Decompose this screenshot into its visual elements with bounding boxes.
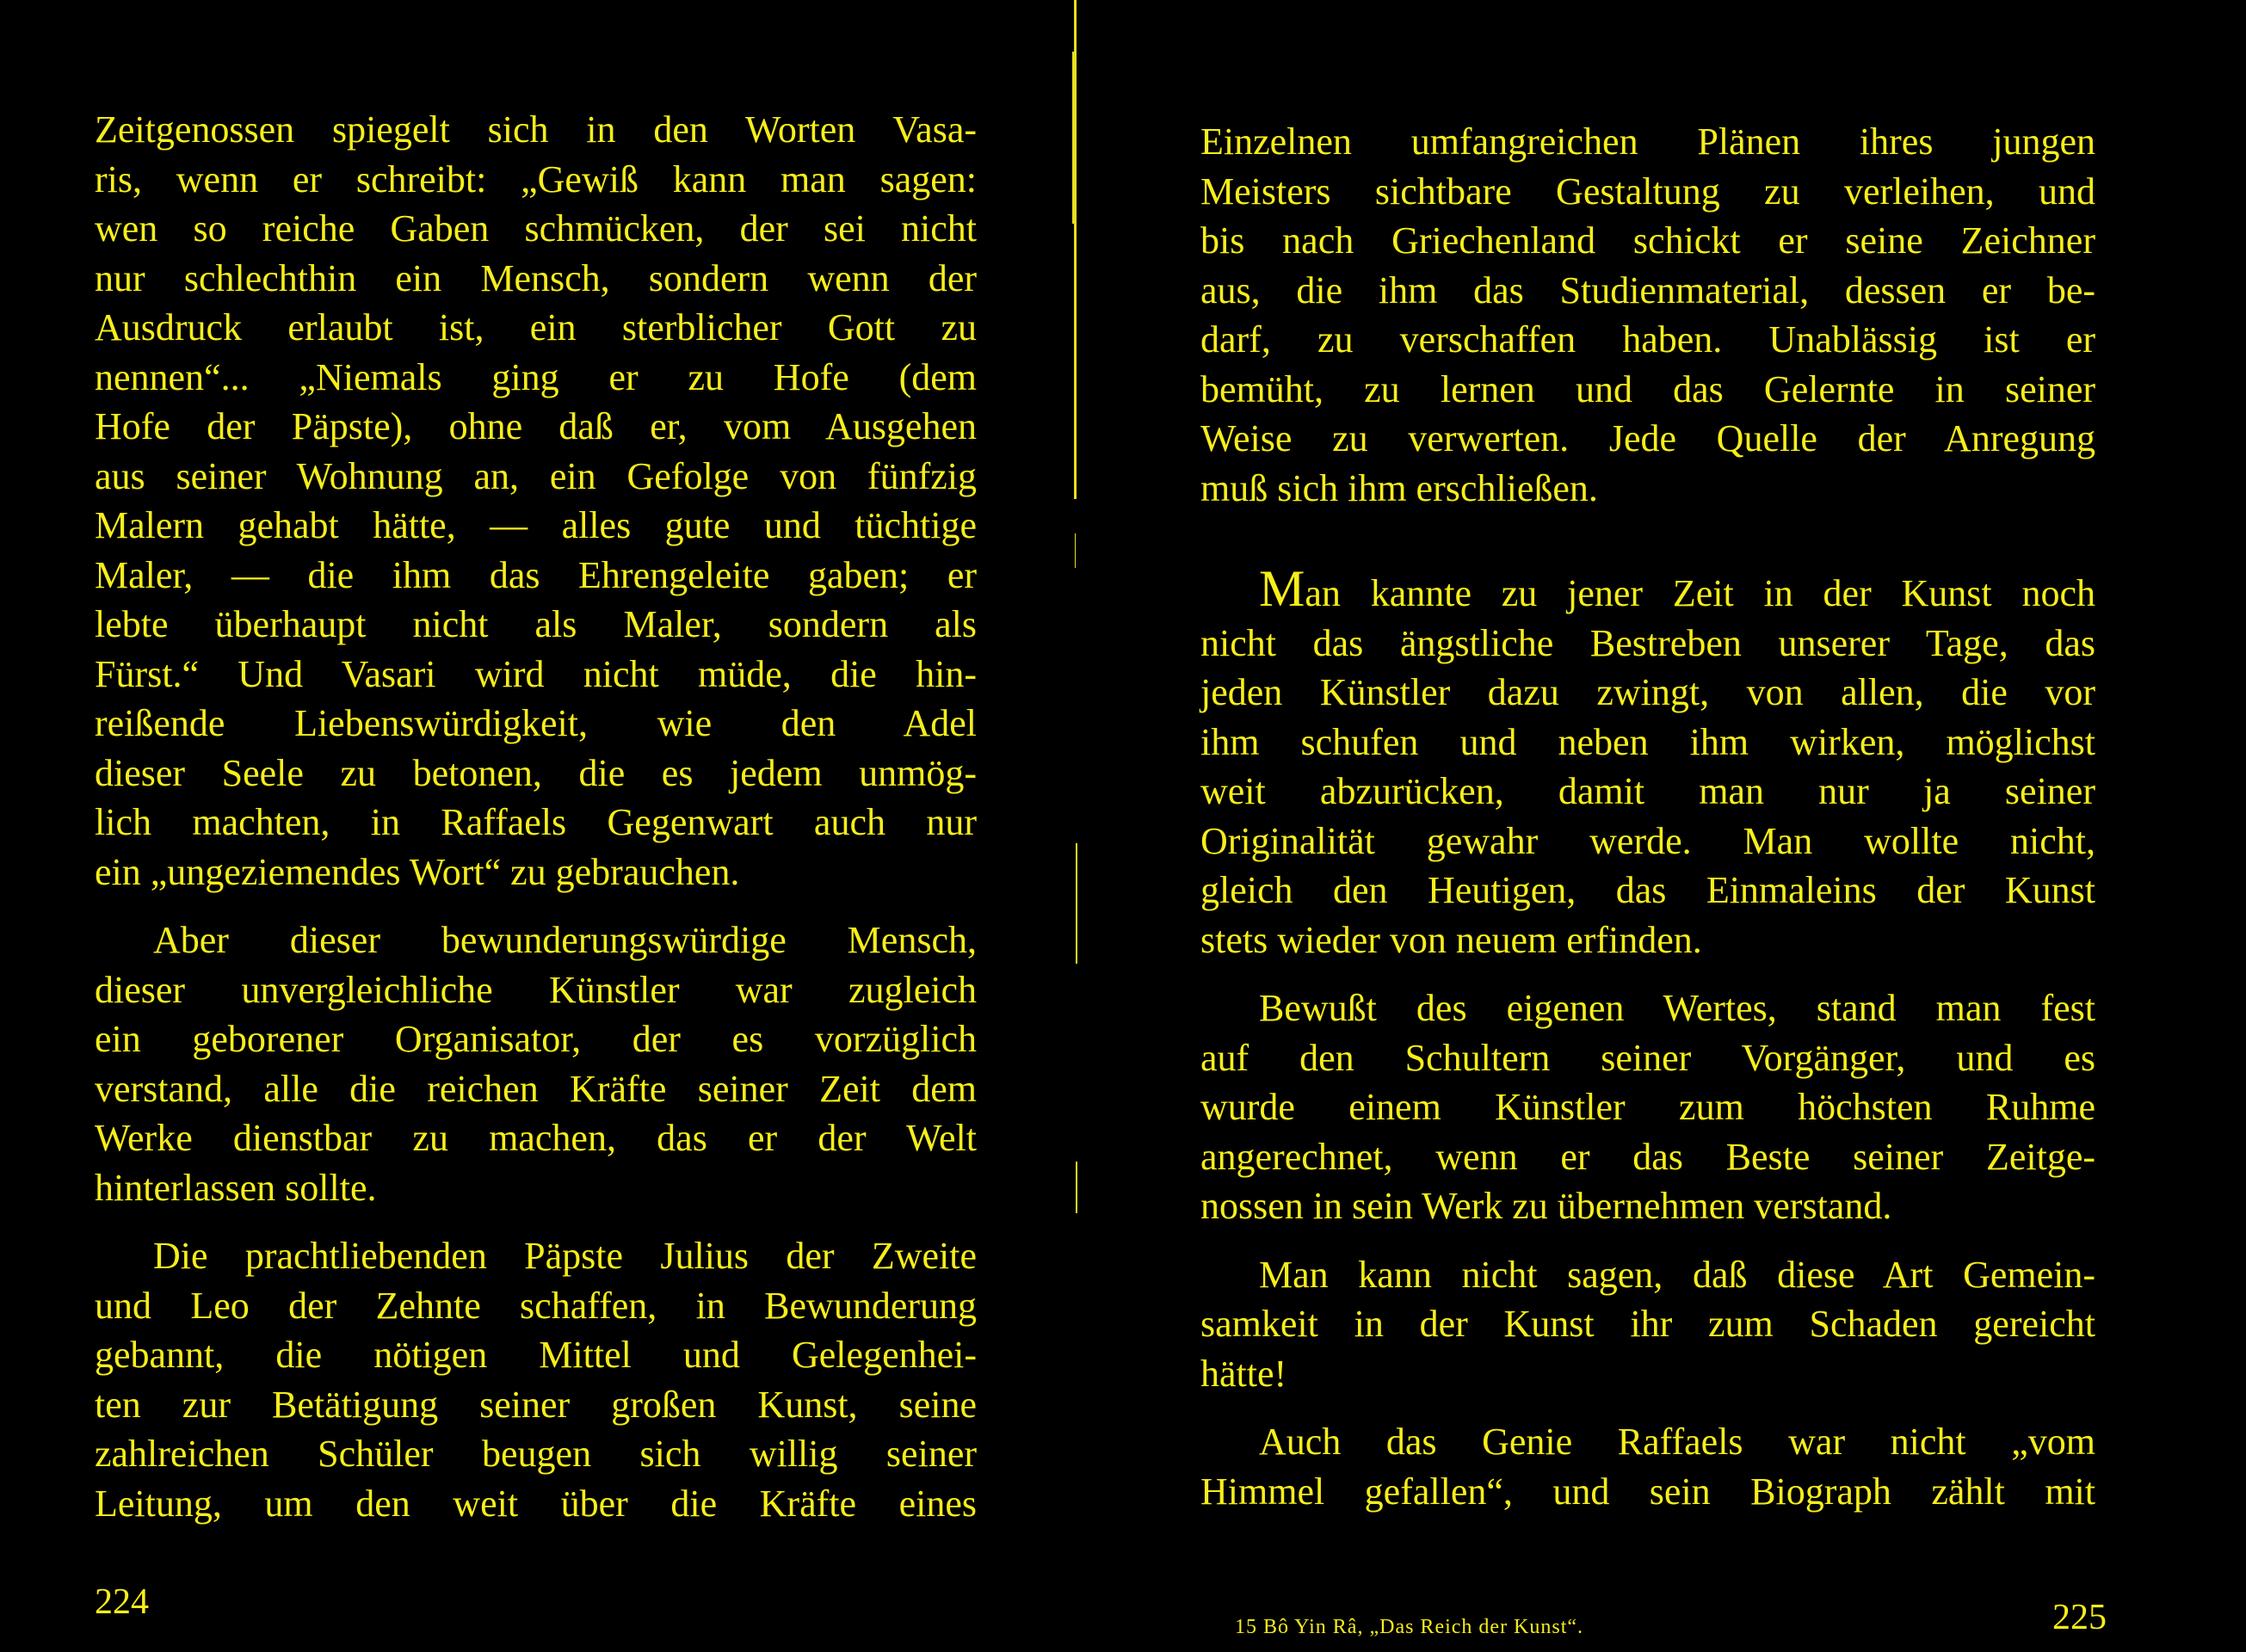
text-line: Auch das Genie Raffaels war nicht „vom — [1259, 1421, 2095, 1463]
text-line: Leitung, um den weit über die Kräfte eines — [95, 1482, 977, 1525]
text-line: ris, wenn er schreibt: „Gewiß kann man sagen: — [95, 157, 977, 200]
text-line: dieser unvergleichliche Künstler war zugleich — [95, 968, 977, 1011]
text-line: nennen“... „Niemals ging er zu Hofe (dem — [95, 355, 977, 398]
right-page-text — [1200, 117, 2095, 1516]
text-line: ihm schufen und neben ihm wirken, möglichst — [1200, 720, 2095, 763]
text-line: ten zur Betätigung seiner großen Kunst, seine — [95, 1383, 977, 1426]
text-line: Bewußt des eigenen Wertes, stand man fest — [1259, 987, 2095, 1029]
text-line: Man kann nicht sagen, daß diese Art Gemein- — [1259, 1253, 2095, 1296]
text-line: angerechnet, wenn er das Beste seiner Zeitge- — [1200, 1135, 2095, 1178]
text-line: und Leo der Zehnte schaffen, in Bewunderung — [95, 1284, 977, 1327]
text-line: jeden Künstler dazu zwingt, von allen, die vor — [1200, 671, 2095, 713]
text-line: Maler, — die ihm das Ehrengeleite gaben; er — [95, 553, 977, 596]
text-line: nur schlechthin ein Mensch, sondern wenn der — [95, 256, 977, 299]
text-line: dieser Seele zu betonen, die es jedem unmög- — [95, 751, 977, 794]
text-line — [1200, 560, 2095, 619]
text-line: weit abzurücken, damit man nur ja seiner — [1200, 770, 2095, 812]
text-line: darf, zu verschaffen haben. Unablässig ist er — [1200, 318, 2095, 361]
paragraph-gap — [1200, 1231, 2095, 1250]
left-page — [0, 0, 1067, 1652]
text-line: gleich den Heutigen, das Einmaleins der Kunst — [1200, 869, 2095, 911]
text-line: Himmel gefallen“, und sein Biograph zählt mit — [1200, 1470, 2095, 1513]
text-line: Hofe der Päpste), ohne daß er, vom Ausgehen — [95, 405, 977, 447]
text-line: Malern gehabt hätte, — alles gute und tüchtige — [95, 504, 977, 546]
text-line: bis nach Griechenland schickt er seine Zeichner — [1200, 219, 2095, 262]
text-line: lich machten, in Raffaels Gegenwart auch nur — [95, 801, 977, 843]
text-line: Ausdruck erlaubt ist, ein sterblicher Gott zu — [95, 306, 977, 348]
paragraph-gap — [1200, 965, 2095, 983]
text-line: verstand, alle die reichen Kräfte seiner Zeit dem — [95, 1067, 977, 1110]
text-line: Weise zu verwerten. Jede Quelle der Anregung — [1200, 417, 2095, 459]
text-line: Einzelnen umfangreichen Plänen ihres jungen — [1200, 120, 2095, 163]
text-line: Aber dieser bewunderungswürdige Mensch, — [153, 919, 977, 961]
text-line: Werke dienstbar zu machen, das er der Welt — [95, 1117, 977, 1159]
right-page — [1080, 0, 2246, 1652]
text-line: reißende Liebenswürdigkeit, wie den Adel — [95, 702, 977, 744]
text-line: ein geborener Organisator, der es vorzüglich — [95, 1018, 977, 1060]
text-line: nicht das ängstliche Bestreben unserer Tage, das — [1200, 621, 2095, 664]
text-line: wen so reiche Gaben schmücken, der sei nicht — [95, 207, 977, 250]
text-line: aus seiner Wohnung an, ein Gefolge von fünfzig — [95, 454, 977, 497]
text-line: hinterlassen sollte. — [95, 1166, 377, 1209]
paragraph-gap — [95, 1212, 977, 1231]
initial-letter: M — [1259, 560, 1305, 617]
initial-line-text: an kannte zu jener Zeit in der Kunst noch — [1305, 572, 2095, 614]
text-line: aus, die ihm das Studienmaterial, dessen er be- — [1200, 268, 2095, 311]
text-line: muß sich ihm erschließen. — [1200, 466, 1598, 509]
text-line: Fürst.“ Und Vasari wird nicht müde, die hin- — [95, 652, 977, 695]
text-line: auf den Schultern seiner Vorgänger, und es — [1200, 1036, 2095, 1079]
text-line: Originalität gewahr werde. Man wollte nicht, — [1200, 819, 2095, 862]
text-line: stets wieder von neuem erfinden. — [1200, 918, 1702, 961]
paragraph-gap — [1200, 1398, 2095, 1417]
page-number: 225 — [2052, 1598, 2107, 1637]
text-line: lebte überhaupt nicht als Maler, sondern als — [95, 603, 977, 645]
text-line: nossen in sein Werk zu übernehmen verstand. — [1200, 1185, 1892, 1227]
text-line: zahlreichen Schüler beugen sich willig seiner — [95, 1433, 977, 1475]
page-number: 224 — [95, 1582, 149, 1622]
text-line: ein „ungeziemendes Wort“ zu gebrauchen. — [95, 850, 740, 893]
text-line: gebannt, die nötigen Mittel und Gelegenhei- — [95, 1334, 977, 1376]
text-line: wurde einem Künstler zum höchsten Ruhme — [1200, 1086, 2095, 1128]
text-line: bemüht, zu lernen und das Gelernte in seiner — [1200, 367, 2095, 410]
left-page-text — [95, 105, 977, 1528]
text-line: Die prachtliebenden Päpste Julius der Zweite — [153, 1235, 977, 1277]
text-line: Zeitgenossen spiegelt sich in den Worten Vasa- — [95, 108, 977, 151]
text-line: samkeit in der Kunst ihr zum Schaden gereicht — [1200, 1303, 2095, 1345]
text-line: Meisters sichtbare Gestaltung zu verleihen, und — [1200, 170, 2095, 213]
paragraph-gap — [95, 897, 977, 915]
text-line: hätte! — [1200, 1352, 1287, 1395]
section-gap — [1200, 513, 2095, 564]
signature-mark: 15 Bô Yin Râ, „Das Reich der Kunst“. — [1235, 1616, 1584, 1638]
